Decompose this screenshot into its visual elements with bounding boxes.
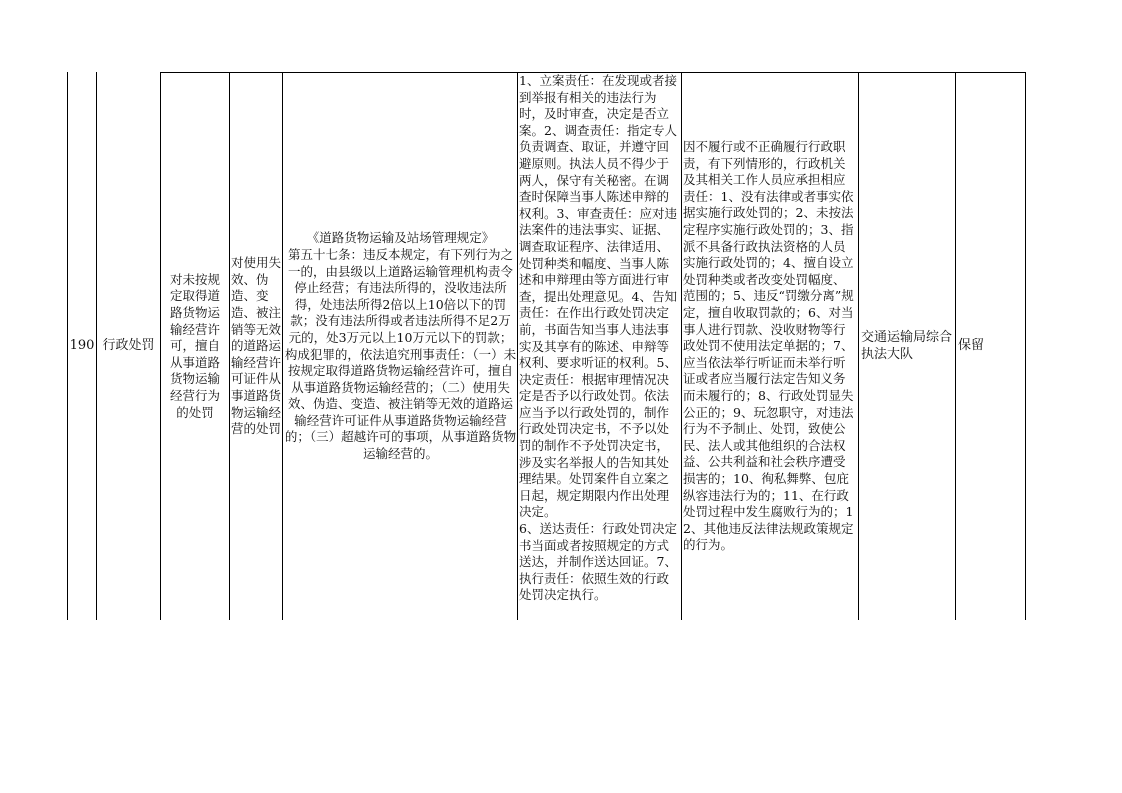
col-border (160, 72, 161, 620)
status-text: 保留 (958, 338, 985, 354)
col-border (517, 72, 518, 620)
responsibilities-part-2: 6、送达责任：行政处罚决定书当面或者按照规定的方式送达，并制作送达回证。7、执行责任：依照生效的行政处罚决定执行。 (519, 521, 677, 603)
category-cell: 行政处罚 (102, 338, 155, 354)
legal-basis-title: 《道路货物运输及站场管理规定》 (306, 230, 495, 246)
col-border (282, 72, 283, 620)
col-border (1025, 72, 1026, 620)
item-name-text: 对未按规定取得道路货物运输经营许可，擅自从事道路货物运输经营行为的处罚 (169, 271, 220, 420)
legal-basis-text: 第五十七条：违反本规定，有下列行为之一的，由县级以上道路运输管理机构责令停止经营；有违法所得的，没收违法所得，处违法所得2倍以上10倍以下的罚款；没有违法所得或者违法所得不足2万元的，处3万元以上10万元以下的罚款；构成犯罪的，依法追究刑事责任：（一）未按规定取得道路货物运输经营许可，擅自从事道路货物运输经营的；（二）使用失效、伪造、变造、被注销等无效的道路运输经营许可证件从事道路货物运输经营的；（三）超越许可的事项，从事道路货物运输经营的。 (284, 246, 517, 462)
accountability-text: 因不履行或不正确履行行政职责，有下列情形的，行政机关及其相关工作人员应承担相应责任：1、没有法律或者事实依据实施行政处罚的；2、未按法定程序实施行政处罚的；3、指派不具备行政执法资格的人员实施行政处罚的；4、擅自设立处罚种类或者改变处罚幅度、范围的；5、违反“罚缴分离”规定，擅自收取罚款的；6、对当事人进行罚款、没收财物等行政处罚不使用法定单据的；7、应当依法举行听证而未举行听证或者应当履行法定告知义务而未履行的；8、行政处罚显失公正的；9、玩忽职守，对违法行为不予制止、处罚，致使公民、法人或其他组织的合法权益、公共利益和社会秩序遭受损害的；10、徇私舞弊、包庇纵容违法行为的；11、在行政处罚过程中发生腐败行为的；12、其他违反法律法规政策规定的行为。 (683, 139, 854, 553)
responsibilities-part-1: 1、立案责任：在发现或者接到举报有相关的违法行为时，及时审查，决定是否立案。2、调查责任：指定专人负责调查、取证，并遵守回避原则。执法人员不得少于两人，保守有关秘密。在调查时保障当事人陈述申辩的权利。3、审查责任：应对违法案件的违法事实、证据、调查取证程序、法律适用、处罚种类和幅度、当事人陈述和申辩理由等方面进行审查，提出处理意见。4、告知责任：在作出行政处罚决定前，书面告知当事人违法事实及其享有的陈述、申辩等权利、要求听证的权利。5、决定责任：根据审理情况决定是否予以行政处罚。依法应当予以行政处罚的，制作行政处罚决定书，不予以处罚的制作不予处罚决定书，涉及实名举报人的告知其处理结果。处罚案件自立案之日起，规定期限内作出处理决定。 (519, 73, 677, 520)
sub-item-cell (231, 73, 282, 620)
responsibilities-cell (519, 73, 679, 620)
col-border (229, 72, 230, 620)
item-name-cell (162, 73, 228, 620)
col-border (858, 72, 859, 620)
legal-basis-block (285, 230, 517, 462)
department-cell (861, 73, 954, 620)
accountability-cell (683, 73, 857, 620)
col-border (681, 72, 682, 620)
status-cell (958, 73, 1024, 620)
department-text: 交通运输局综合执法大队 (861, 329, 953, 362)
legal-basis-cell (284, 73, 517, 620)
sub-item-text: 对使用失效、伪造、变造、被注销等无效的道路运输经营许可证件从事道路货物运输经营的处罚 (231, 255, 282, 437)
row-number: 190 (69, 338, 95, 354)
col-border (955, 72, 956, 620)
